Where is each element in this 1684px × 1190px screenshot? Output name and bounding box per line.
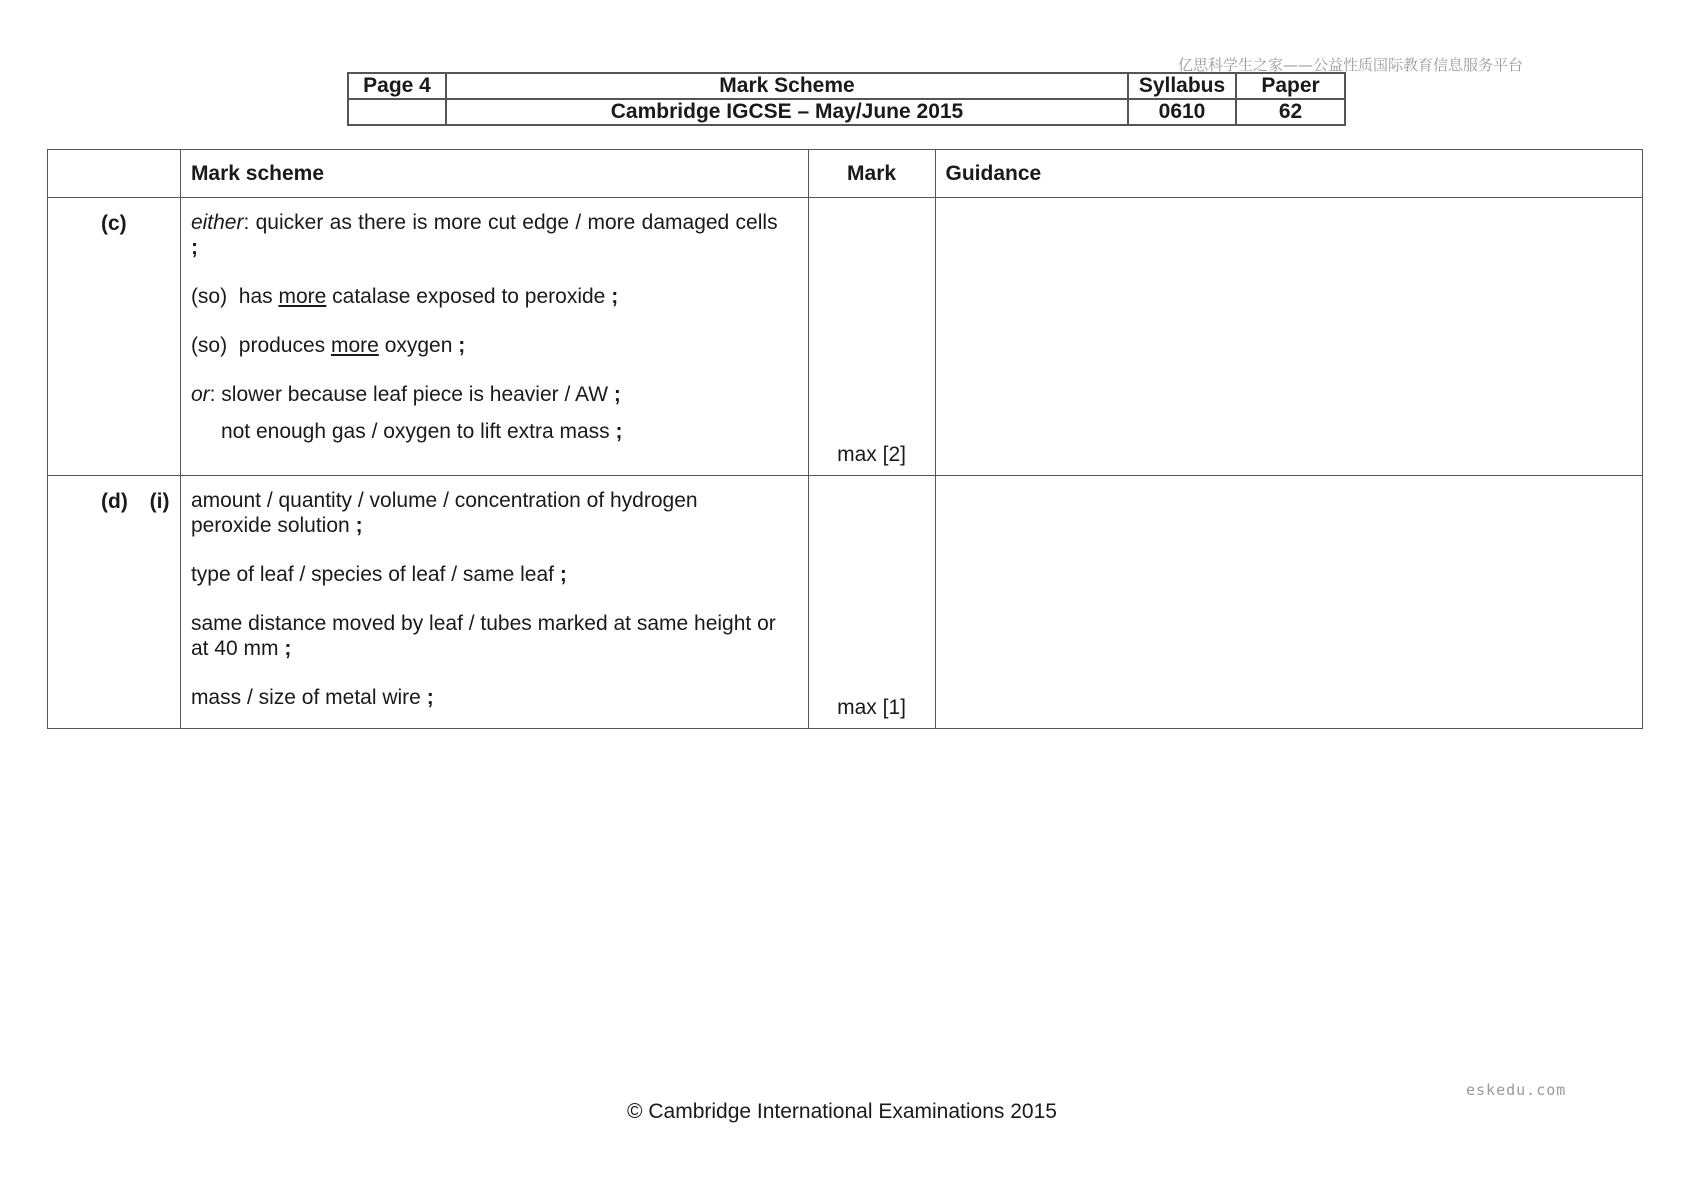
answer-line — [191, 562, 778, 587]
question-subpart: (i) — [149, 490, 170, 513]
header-title: Mark Scheme — [446, 73, 1128, 99]
guidance-column-header: Guidance — [935, 150, 1642, 198]
semicolon: ; — [426, 686, 434, 709]
table-row — [48, 476, 1643, 729]
answer-text: oxygen — [378, 334, 453, 357]
mark-scheme-table — [47, 149, 1643, 729]
answer-line — [191, 284, 778, 309]
watermark-top: 亿思科学生之家——公益性质国际教育信息服务平台 — [1178, 56, 1524, 74]
semicolon: ; — [190, 236, 198, 259]
underlined-word: more — [331, 334, 379, 357]
paper-number: 62 — [1236, 99, 1345, 125]
answer-line — [191, 210, 778, 260]
question-label — [48, 476, 181, 729]
semicolon: ; — [284, 637, 292, 660]
answer-text: : slower because leaf piece is heavier / AW — [209, 383, 609, 406]
paper-label: Paper — [1236, 73, 1345, 99]
copyright-footer: © Cambridge International Examinations 2015 — [627, 1100, 1057, 1123]
answer-line — [191, 382, 778, 407]
answer-text: type of leaf / species of leaf / same leaf — [190, 563, 554, 586]
answer-text: (so) has — [190, 285, 279, 308]
page-number: Page 4 — [348, 73, 446, 99]
header-subtitle: Cambridge IGCSE – May/June 2015 — [446, 99, 1128, 125]
semicolon: ; — [355, 514, 363, 537]
answer-text: same distance moved by leaf / tubes marked at same height or at 40 mm — [190, 612, 776, 660]
question-column-header — [48, 150, 181, 198]
either-label: either — [190, 211, 244, 234]
header-empty-cell — [348, 99, 446, 125]
answer-text: catalase exposed to peroxide — [326, 285, 606, 308]
answer-line — [191, 419, 778, 444]
answer-text: amount / quantity / volume / concentration of hydrogen peroxide solution — [190, 489, 698, 537]
question-part: (c) — [101, 212, 127, 235]
mark-scheme-cell — [180, 476, 808, 729]
page-header-table — [347, 72, 1346, 126]
question-part: (d) — [101, 490, 128, 513]
answer-line — [191, 685, 778, 710]
answer-text: : quicker as there is more cut edge / more damaged cells — [243, 211, 778, 234]
answer-text: not enough gas / oxygen to lift extra mass — [220, 420, 610, 443]
semicolon: ; — [615, 420, 623, 443]
table-row — [48, 198, 1643, 476]
syllabus-code: 0610 — [1128, 99, 1236, 125]
mark-scheme-column-header: Mark scheme — [180, 150, 808, 198]
table-header-row — [48, 150, 1643, 198]
mark-value: max [1] — [837, 696, 906, 719]
guidance-cell — [935, 476, 1642, 729]
question-label — [48, 198, 181, 476]
syllabus-label: Syllabus — [1128, 73, 1236, 99]
answer-line — [191, 611, 778, 661]
watermark-bottom: eskedu.com — [1466, 1081, 1567, 1099]
mark-cell — [808, 476, 935, 729]
mark-scheme-cell — [180, 198, 808, 476]
or-label: or — [190, 383, 210, 406]
answer-text: (so) produces — [190, 334, 331, 357]
semicolon: ; — [611, 285, 619, 308]
guidance-cell — [935, 198, 1642, 476]
answer-text: mass / size of metal wire — [190, 686, 421, 709]
semicolon: ; — [458, 334, 466, 357]
underlined-word: more — [278, 285, 327, 308]
mark-cell — [808, 198, 935, 476]
answer-line — [191, 488, 778, 538]
mark-value: max [2] — [837, 443, 906, 466]
mark-column-header: Mark — [808, 150, 935, 198]
semicolon: ; — [613, 383, 621, 406]
semicolon: ; — [559, 563, 567, 586]
answer-line — [191, 333, 778, 358]
